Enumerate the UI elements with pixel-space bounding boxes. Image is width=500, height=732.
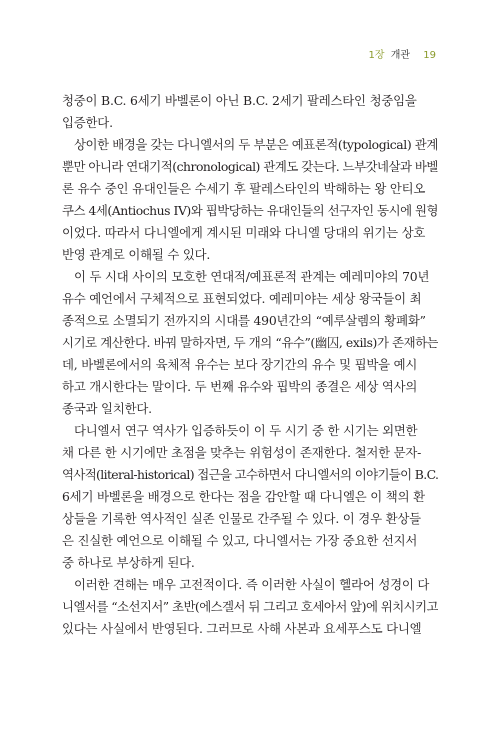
text-line: 중 하나로 부상하게 된다. (62, 555, 195, 570)
text-line: 시기로 계산한다. 바꿔 말하자면, 두 개의 “유수”(幽囚, exils)가 존재하는 (62, 335, 438, 350)
text-line: 입증한다. (62, 115, 113, 130)
text-line: 다니엘서 연구 역사가 입증하듯이 이 두 시기 중 한 시기는 외면한 (74, 423, 418, 438)
text-line: 하고 개시한다는 말이다. 두 번째 유수와 핍박의 종결은 세상 역사의 (62, 379, 418, 394)
text-line: 뿐만 아니라 연대기적(chronological) 관계도 갖는다. 느부갓네살과 바벨 (62, 159, 438, 174)
text-line: 데, 바벨론에서의 육체적 유수는 보다 장기간의 유수 및 핍박을 예시 (62, 357, 418, 372)
text-line: 니엘서를 “소선지서” 초반(에스겔서 뒤 그리고 호세아서 앞)에 위치시키고 (62, 599, 438, 614)
text-line: 쿠스 4세(Antiochus IV)와 핍박당하는 유대인들의 선구자인 동시에 원형 (62, 203, 438, 218)
section-title: 개관 (390, 50, 411, 61)
text-line: 론 유수 중인 유대인들은 수세기 후 팔레스타인의 박해하는 왕 안티오 (62, 181, 426, 196)
text-line: 6세기 바벨론을 배경으로 한다는 점을 감안할 때 다니엘은 이 책의 환 (62, 489, 425, 504)
text-line: 이러한 견해는 매우 고전적이다. 즉 이러한 사실이 헬라어 성경이 다 (74, 577, 430, 592)
text-line: 청중이 B.C. 6세기 바벨론이 아닌 B.C. 2세기 팔레스타인 청중임을 (62, 93, 417, 108)
text-line: 이 두 시대 사이의 모호한 연대적/예표론적 관계는 예레미야의 70년 (74, 269, 430, 284)
text-line: 종국과 일치한다. (62, 401, 152, 416)
text-line: 유수 예언에서 구체적으로 표현되었다. 예레미야는 세상 왕국들이 최 (62, 291, 422, 306)
text-line: 은 진실한 예언으로 이해될 수 있고, 다니엘서는 가장 중요한 선지서 (62, 533, 418, 548)
text-line: 종적으로 소멸되기 전까지의 시대를 490년간의 “예루살렘의 황폐화” (62, 313, 426, 328)
text-line: 채 다른 한 시기에만 초점을 맞추는 위험성이 존재한다. 철저한 문자- (62, 445, 422, 460)
text-line: 이었다. 따라서 다니엘에게 계시된 미래와 다니엘 당대의 위기는 상호 (62, 225, 426, 240)
running-header (369, 46, 436, 61)
text-line: 상들을 기록한 역사적인 실존 인물로 간주될 수 있다. 이 경우 환상들 (62, 511, 421, 526)
page-number: 19 (423, 50, 436, 61)
body-text (62, 90, 438, 640)
text-line: 상이한 배경을 갖는 다니엘서의 두 부분은 예표론적(typological) 관계 (74, 137, 438, 152)
text-line: 역사적(literal-historical) 접근을 고수하면서 다니엘서의 이야기들이 B.C. (62, 467, 438, 482)
text-line: 반영 관계로 이해될 수 있다. (62, 247, 211, 262)
chapter-label: 1장 (368, 50, 385, 61)
text-line: 있다는 사실에서 반영된다. 그러므로 사해 사본과 요세푸스도 다니엘 (62, 621, 422, 636)
